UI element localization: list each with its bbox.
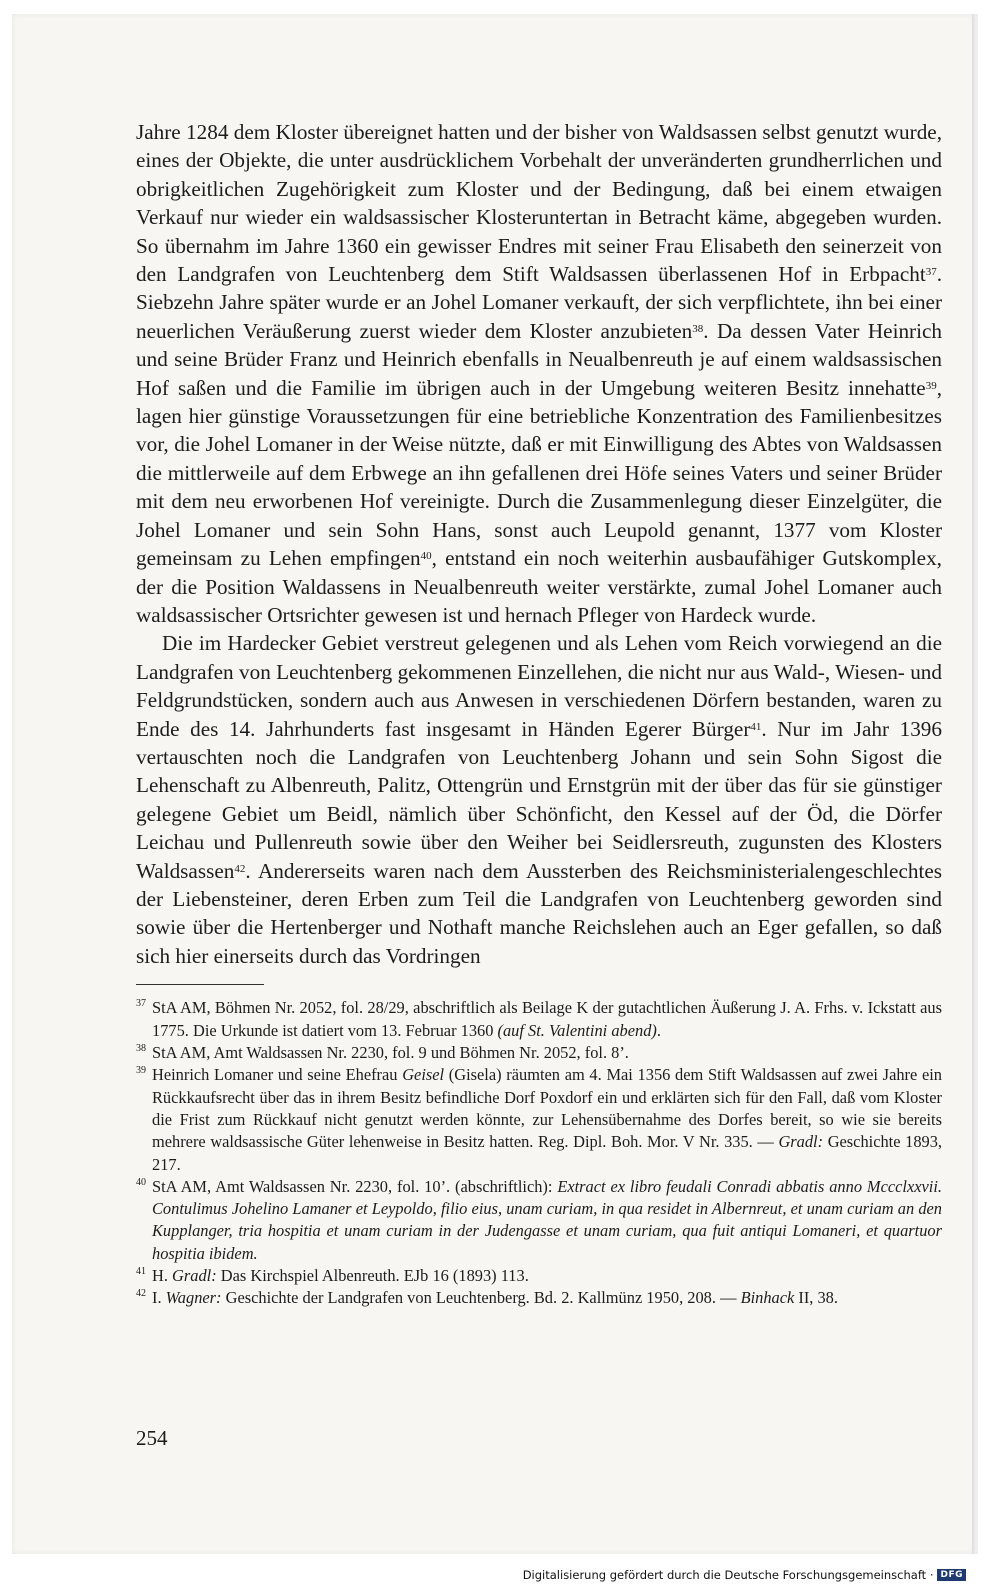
footnote-42 bbox=[136, 1287, 942, 1309]
footnote-number: 41 bbox=[136, 1266, 146, 1278]
text-run: , entstand ein noch weiterhin ausbaufähiger Gutskomplex, der die Position Waldassens in Neualbenreuth weiter verstärkte, zumal Johel Lomaner auch waldsassischer Ortsrichter gewesen ist und hernach Pfleger von Hardeck wurde. bbox=[136, 546, 942, 627]
footnote-italic: Wagner: bbox=[165, 1288, 222, 1308]
footnote-number: 37 bbox=[136, 998, 146, 1010]
footnote-number: 39 bbox=[136, 1065, 146, 1077]
footnote-number: 40 bbox=[136, 1176, 146, 1188]
footnote-text: Heinrich Lomaner und seine Ehefrau bbox=[152, 1065, 403, 1085]
footnote-italic: Gradl: bbox=[172, 1266, 217, 1286]
footnote-text: StA AM, Amt Waldsassen Nr. 2230, fol. 9 und Böhmen Nr. 2052, fol. 8’. bbox=[152, 1043, 629, 1063]
page-content bbox=[136, 118, 942, 1310]
footnote-ref-38[interactable]: 38 bbox=[692, 322, 704, 335]
body-text bbox=[136, 118, 942, 970]
footnote-text: Geschichte der Landgrafen von Leuchtenberg. Bd. 2. Kallmünz 1950, 208. — bbox=[221, 1288, 741, 1308]
text-run: . Andererseits waren nach dem Aussterben des Reichsministerialengeschlechtes der Liebensteiner, deren Erben zum Teil die Landgrafen von Leuchtenberg geworden sind sowie über die Hertenberger und Nothaft manche Reichslehen auch an Eger gefallen, so daß sich hier einerseits durch das Vordringen bbox=[136, 858, 942, 968]
paragraph-2 bbox=[136, 629, 942, 970]
text-run: , lagen hier günstige Voraussetzungen für eine betriebliche Konzentration des Familienbesitzes vor, die Johel Lomaner in der Weise nützte, daß er mit Einwilligung des Abtes von Waldsassen die mittlerweile auf dem Erbwege an ihn gefallenen drei Höfe seines Vaters und seiner Brüder mit dem neu erworbenen Hof vereinigte. Durch die Zusammenlegung dieser Einzelgüter, die Johel Lomaner und sein Sohn Hans, sonst auch Leupold genannt, 1377 vom Kloster gemeinsam zu Lehen empfingen bbox=[136, 375, 942, 571]
footnote-number: 38 bbox=[136, 1043, 146, 1055]
footnote-text: H. bbox=[152, 1266, 173, 1286]
footnote-separator bbox=[136, 984, 264, 985]
footnote-38 bbox=[136, 1042, 942, 1064]
footnote-text: StA AM, Böhmen Nr. 2052, fol. 28/29, abschriftlich als Beilage K der gutachtlichen Äußerung J. A. Frhs. v. Ickstatt aus 1775. Die Urkunde ist datiert vom 13. Februar 1360 bbox=[152, 998, 942, 1040]
text-run: . Da dessen Vater Heinrich und seine Brüder Franz und Heinrich ebenfalls in Neualbenreuth je auf einem waldsassischen Hof saßen und die Familie im übrigen auch in der Umgebung weiteren Besitz innehatte bbox=[136, 318, 942, 400]
footnote-ref-42[interactable]: 42 bbox=[234, 862, 246, 875]
footnote-text: II, 38. bbox=[794, 1288, 838, 1308]
footnote-41 bbox=[136, 1265, 942, 1287]
footnote-italic: Geisel bbox=[402, 1065, 445, 1085]
footnote-ref-39[interactable]: 39 bbox=[925, 379, 937, 392]
footnote-text: Das Kirchspiel Albenreuth. EJb 16 (1893) 113. bbox=[216, 1266, 529, 1286]
footnote-text: StA AM, Amt Waldsassen Nr. 2230, fol. 10’. (abschriftlich): bbox=[152, 1176, 558, 1196]
text-run: Die im Hardecker Gebiet verstreut gelegenen und als Lehen vom Reich vorwiegend an die Landgrafen von Leuchtenberg gekommenen Einzellehen, die nicht nur aus Wald-, Wiesen- und Feldgrundstücken, sondern auch aus Anwesen in verschiedenen Dörfern bestanden, waren zu Ende des 14. Jahrhunderts fast insgesamt in Händen Egerer Bürger bbox=[136, 631, 942, 741]
page-number: 254 bbox=[136, 1426, 168, 1450]
footnote-ref-41[interactable]: 41 bbox=[750, 720, 762, 733]
footnote-text: I. bbox=[152, 1288, 166, 1308]
footnote-text: Geschichte 1893, 217. bbox=[152, 1132, 943, 1174]
footnote-number: 42 bbox=[136, 1288, 146, 1300]
footnote-ref-37[interactable]: 37 bbox=[925, 266, 937, 279]
digitization-credit bbox=[523, 1568, 966, 1582]
footnote-text: . bbox=[656, 1020, 661, 1040]
footnote-italic: (auf St. Valentini abend) bbox=[497, 1020, 657, 1040]
footnotes bbox=[136, 997, 942, 1309]
paragraph-1 bbox=[136, 118, 942, 629]
footnote-italic: Gradl: bbox=[778, 1132, 824, 1152]
footnote-40 bbox=[136, 1176, 942, 1265]
footnote-italic: Binhack bbox=[740, 1288, 795, 1308]
page-edge-shadow bbox=[972, 14, 976, 1554]
text-run: . Siebzehn Jahre später wurde er an Johel Lomaner verkauft, der sich verpflichtete, ihn bei einer neuerlichen Veräußerung zuerst wieder dem Kloster anzubieten bbox=[136, 262, 942, 343]
text-run: . Nur im Jahr 1396 vertauschten noch die Landgrafen von Leuchtenberg Johann und sein Sohn Sigost die Lehenschaft zu Albenreuth, Palitz, Ottengrün und Ernstgrün mit der über das für sie günstiger gelegene Gebiet um Beidl, nämlich über Schönficht, den Kessel auf der Öd, die Dörfer Leichau und Pullenreuth sowie über den Weiher bei Seidlersreuth, zugunsten des Klosters Waldsassen bbox=[136, 716, 942, 883]
footnote-37 bbox=[136, 997, 942, 1042]
dfg-logo-icon: DFG bbox=[937, 1569, 966, 1581]
footnote-39 bbox=[136, 1064, 942, 1175]
footnote-italic: Extract ex libro feudali Conradi abbatis anno Mccclxxvii. Contulimus Johelino Lamaner et Leypoldo, filio eius, unam curiam, in qua residet in Albernreut, et unam curiam an den Kupplanger, tria hospitia et unam curiam in der Judengasse et unam curiam, qua fuit antiqui Lomaneri, et quartuor hospitia ibidem. bbox=[152, 1176, 942, 1263]
credit-text: Digitalisierung gefördert durch die Deutsche Forschungsgemeinschaft · bbox=[522, 1568, 934, 1582]
footnote-text: (Gisela) räumten am 4. Mai 1356 dem Stift Waldsassen auf zwei Jahre ein Rückkaufsrecht über das in ihrem Besitz befindliche Dorf Poxdorf ein und erklärten sich für den Fall, daß vom Kloster die Frist zum Rückkauf nicht genutzt werden könnte, zur Lehensübernahme des Dorfes bereit, so wie sie bereits mehrere waldsassische Güter lehenweise in Besitz hatten. Reg. Dipl. Boh. Mor. V Nr. 335. — bbox=[152, 1065, 943, 1152]
text-run: Jahre 1284 dem Kloster übereignet hatten und der bisher von Waldsassen selbst genutzt wurde, eines der Objekte, die unter ausdrücklichem Vorbehalt der unveränderten grundherrlichen und obrigkeitlichen Zugehörigkeit zum Kloster und der Bedingung, daß bei einem etwaigen Verkauf nur wieder ein waldsassischer Klosteruntertan in Betracht käme, abgegeben wurden. So übernahm im Jahre 1360 ein gewisser Endres mit seiner Frau Elisabeth den seinerzeit von den Landgrafen von Leuchtenberg dem Stift Waldsassen überlassenen Hof in Erbpacht bbox=[136, 120, 942, 287]
footnote-ref-40[interactable]: 40 bbox=[420, 550, 432, 563]
